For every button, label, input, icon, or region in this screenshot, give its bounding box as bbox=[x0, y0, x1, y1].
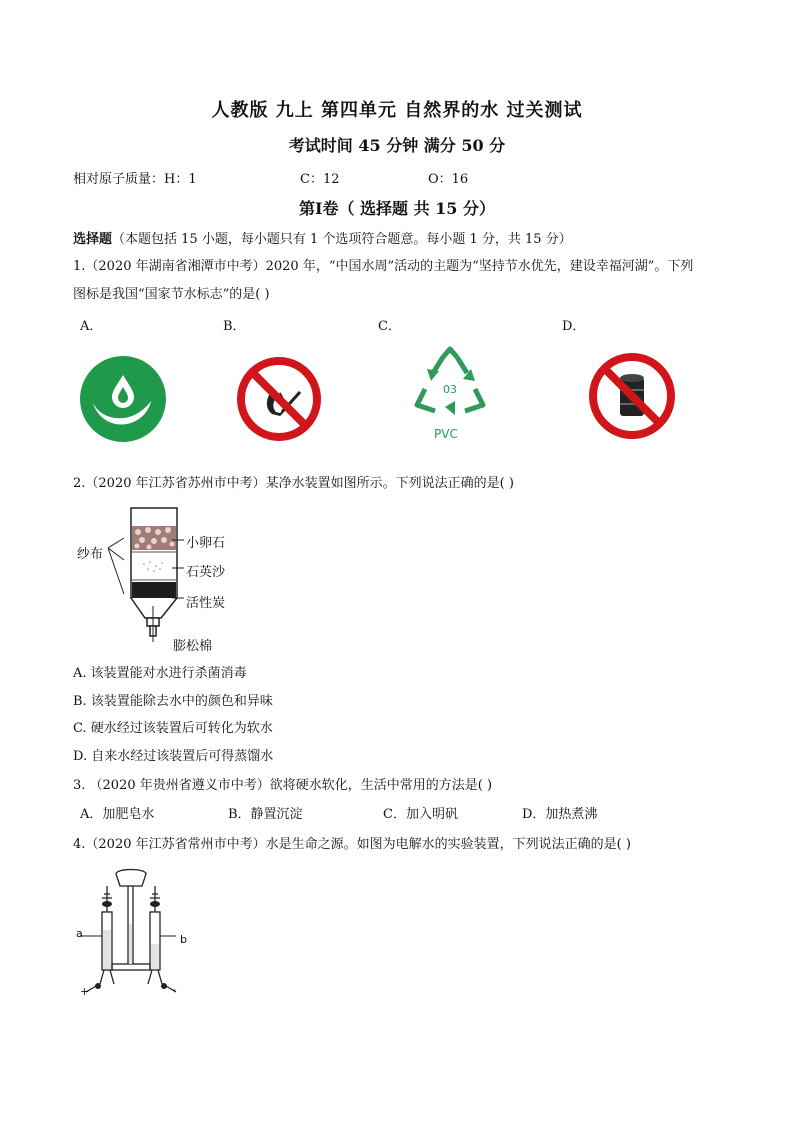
q1-option-b-label: B． bbox=[223, 319, 246, 334]
exam-subtitle: 考试时间 45 分钟 满分 50 分 bbox=[288, 136, 506, 155]
q1-option-c-label: C． bbox=[378, 319, 401, 334]
atomic-mass-c: C：12 bbox=[300, 172, 340, 187]
instructions bbox=[73, 232, 572, 248]
label-activated-carbon: 活性炭 bbox=[186, 596, 226, 611]
label-tube-b: b bbox=[180, 933, 187, 946]
q4-stem: 4.（2020 年江苏省常州市中考）水是生命之源。如图为电解水的实验装置，下列说法正确的是( ) bbox=[73, 837, 631, 852]
q3-option-d: D．加热煮沸 bbox=[522, 807, 598, 822]
label-gauze: 纱布 bbox=[77, 547, 104, 562]
section-heading: 第Ⅰ卷（ 选择题 共 15 分） bbox=[298, 199, 496, 218]
atomic-mass-h: 相对原子质量：H：1 bbox=[73, 172, 197, 187]
no-fire-sign-icon bbox=[236, 356, 322, 442]
label-negative: - bbox=[172, 983, 176, 996]
water-saving-sign-icon bbox=[79, 355, 167, 443]
atomic-mass-o: O：16 bbox=[428, 172, 469, 187]
recycle-number: 03 bbox=[443, 383, 457, 396]
q3-stem: 3. （2020 年贵州省遵义市中考）欲将硬水软化，生活中常用的方法是( ) bbox=[73, 778, 493, 793]
q2-option-c: C. 硬水经过该装置后可转化为软水 bbox=[73, 721, 273, 736]
label-quartz-sand: 石英沙 bbox=[186, 565, 226, 580]
q2-option-b: B. 该装置能除去水中的颜色和异味 bbox=[73, 694, 273, 709]
label-positive: + bbox=[80, 985, 90, 998]
q1-stem-line2: 图标是我国“国家节水标志”的是( ) bbox=[73, 287, 270, 302]
q1-option-a-label: A． bbox=[80, 319, 103, 334]
q2-stem: 2.（2020 年江苏省苏州市中考）某净水装置如图所示。下列说法正确的是( ) bbox=[73, 476, 514, 491]
label-pebbles: 小卵石 bbox=[186, 536, 226, 551]
purifier-leader-lines bbox=[108, 520, 198, 640]
q1-option-d-label: D． bbox=[562, 319, 586, 334]
no-oil-barrel-sign-icon bbox=[588, 352, 676, 440]
q3-option-c: C．加入明矾 bbox=[383, 807, 458, 822]
exam-title: 人教版 九上 第四单元 自然界的水 过关测试 bbox=[211, 100, 583, 121]
label-tube-a: a bbox=[76, 927, 83, 940]
q1-stem-line1: 1.（2020 年湖南省湘潭市中考）2020 年，“中国水周”活动的主题为“坚持节水优先，建设幸福河湖”。下列 bbox=[73, 259, 694, 274]
q2-option-d: D. 自来水经过该装置后可得蒸馏水 bbox=[73, 749, 274, 764]
label-cotton: 膨松棉 bbox=[173, 639, 213, 654]
q3-option-a: A．加肥皂水 bbox=[80, 807, 155, 822]
instructions-bold: 选择题 bbox=[73, 232, 113, 247]
recycle-symbol-icon bbox=[405, 345, 495, 420]
q2-option-a: A. 该装置能对水进行杀菌消毒 bbox=[73, 666, 247, 681]
recycle-caption: PVC bbox=[434, 427, 458, 441]
instructions-rest: （本题包括 15 小题，每小题只有 1 个选项符合题意。每小题 1 分，共 15 分） bbox=[112, 232, 572, 247]
q3-option-b: B．静置沉淀 bbox=[228, 807, 303, 822]
